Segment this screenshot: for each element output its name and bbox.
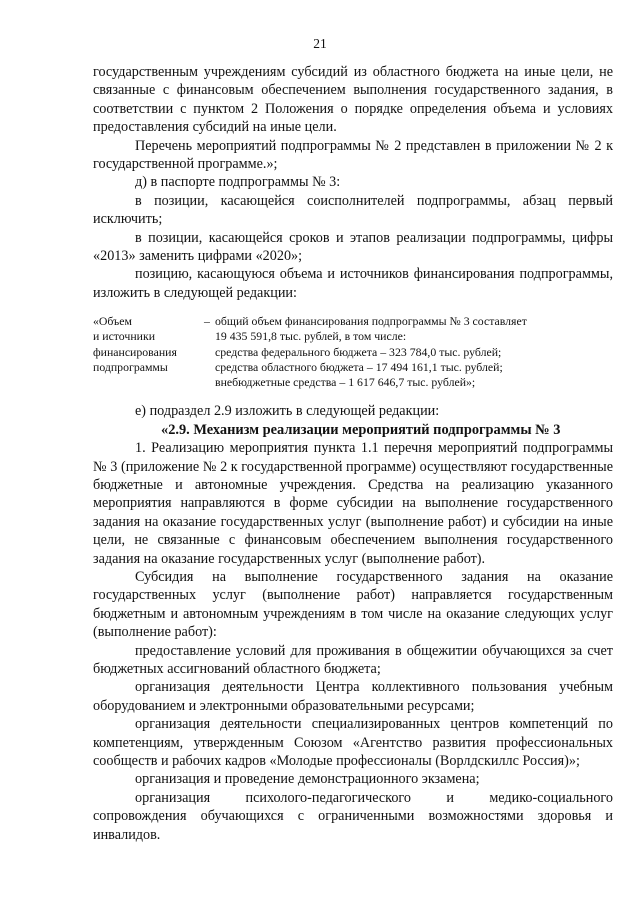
- passport-label-line: «Объем: [93, 314, 132, 329]
- paragraph: организация деятельности специализированных центров компетенций по компетенциям, утвержденным Союзом «Агентство развития профессиональных сообществ и рабочих кадров «Молодые профессионалы (Ворлдскиллс Россия)»;: [93, 716, 613, 770]
- paragraph: 1. Реализацию мероприятия пункта 1.1 перечня мероприятий подпрограммы № 3 (приложение № 2 к государственной программе) осуществляют государственные бюджетные и автономные учреждения. Средства на реализацию указанного мероприятия направляются в форме субсидии на выполнение государственного задания на оказание государственных услуг (выполнение работ) и субсидии на иные цели, не связанные с финансовым обеспечением выполнения государственного задания на оказание государственных услуг (выполнение работ).: [93, 440, 613, 567]
- passport-value-line: внебюджетные средства – 1 617 646,7 тыс. рублей»;: [215, 375, 476, 390]
- paragraph: организация деятельности Центра коллективного пользования учебным оборудованием и электронными образовательными ресурсами;: [93, 679, 613, 714]
- passport-dash: –: [204, 314, 210, 329]
- paragraph: позицию, касающуюся объема и источников финансирования подпрограммы, изложить в следующей редакции:: [93, 266, 613, 301]
- passport-value-line: средства областного бюджета – 17 494 161,1 тыс. рублей;: [215, 359, 503, 374]
- passport-label-line: финансирования: [93, 344, 177, 359]
- passport-label-line: подпрограммы: [93, 359, 168, 374]
- passport-value-line: общий объем финансирования подпрограммы № 3 составляет: [215, 314, 527, 329]
- paragraph: предоставление условий для проживания в общежитии обучающихся за счет бюджетных ассигнований областного бюджета;: [93, 642, 613, 677]
- passport-value-line: 19 435 591,8 тыс. рублей, в том числе:: [215, 329, 407, 344]
- paragraph: д) в паспорте подпрограммы № 3:: [135, 174, 341, 191]
- passport-label-line: и источники: [93, 329, 156, 344]
- paragraph: Субсидия на выполнение государственного задания на оказание государственных услуг (выполнение работ) направляется государственным бюджетным и автономным учреждениям в том числе на оказание следующих услуг (выполнение работ):: [93, 568, 613, 641]
- passport-values: [215, 314, 613, 390]
- paragraph: в позиции, касающейся соисполнителей подпрограммы, абзац первый исключить;: [93, 192, 613, 228]
- paragraph: организация и проведение демонстрационного экзамена;: [135, 771, 480, 788]
- paragraph: государственным учреждениям субсидий из областного бюджета на иные цели, не связанные с финансовым обеспечением выполнения государственного задания, в соответствии с пунктом 2 Положения о порядке определения объема и условиях предоставления субсидий на иные цели.: [93, 64, 613, 136]
- paragraph: Перечень мероприятий подпрограммы № 2 представлен в приложении № 2 к государственной программе.»;: [93, 137, 613, 173]
- page-number: 21: [313, 36, 327, 51]
- subsection-intro: е) подраздел 2.9 изложить в следующей редакции:: [135, 403, 440, 420]
- passport-financing-block: [93, 314, 613, 390]
- paragraph: в позиции, касающейся сроков и этапов реализации подпрограммы, цифры «2013» заменить цифрами «2020»;: [93, 229, 613, 265]
- passport-value-line: средства федерального бюджета – 323 784,0 тыс. рублей;: [215, 344, 502, 359]
- section-title: «2.9. Механизм реализации мероприятий подпрограммы № 3: [161, 421, 561, 438]
- document-body: [93, 63, 613, 844]
- passport-label: [93, 314, 199, 390]
- paragraph: организация психолого-педагогического и медико-социального сопровождения обучающихся с ограниченными возможностями здоровья и инвалидов.: [93, 789, 613, 843]
